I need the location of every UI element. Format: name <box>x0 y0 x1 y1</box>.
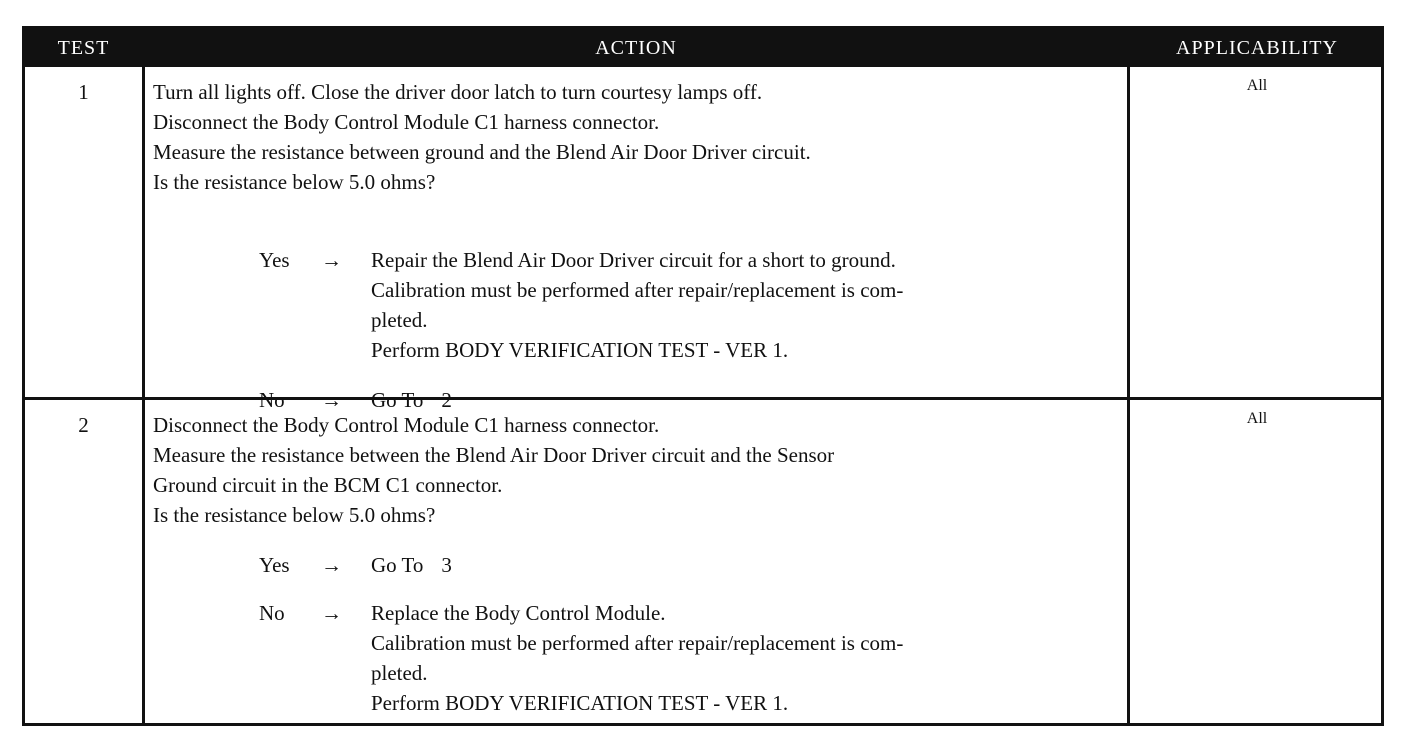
applicability-cell: All <box>1246 410 1268 427</box>
right-arrow-icon: → <box>321 388 342 412</box>
table-header <box>25 29 1381 67</box>
header-action: ACTION <box>595 37 677 59</box>
action-cell <box>153 77 1121 197</box>
applicability-cell: All <box>1246 77 1268 94</box>
no-label: No <box>259 601 285 625</box>
yes-answer <box>259 245 1119 370</box>
no-result <box>371 598 1111 718</box>
result-line: Perform BODY VERIFICATION TEST - VER 1. <box>371 691 789 715</box>
result-line: Repair the Blend Air Door Driver circuit for a short to ground. <box>371 248 896 272</box>
no-label: No <box>259 388 285 412</box>
action-line: Measure the resistance between the Blend Air Door Driver circuit and the Sensor <box>153 443 835 467</box>
table-row <box>25 400 1381 726</box>
right-arrow-icon: → <box>321 601 342 625</box>
result-line: Calibration must be performed after repair/replacement is com- <box>371 631 904 655</box>
action-line: Measure the resistance between ground and the Blend Air Door Driver circuit. <box>153 140 811 164</box>
yes-answer <box>259 550 1119 580</box>
test-number: 1 <box>78 80 89 104</box>
goto-text: Go To <box>371 553 424 577</box>
yes-result <box>371 245 1111 365</box>
table-row <box>25 67 1381 412</box>
action-line: Turn all lights off. Close the driver door latch to turn courtesy lamps off. <box>153 80 763 104</box>
header-test: TEST <box>57 37 110 59</box>
action-line: Is the resistance below 5.0 ohms? <box>153 170 436 194</box>
goto-number: 2 <box>441 388 452 412</box>
result-line: Replace the Body Control Module. <box>371 601 666 625</box>
result-line: Calibration must be performed after repair/replacement is com- <box>371 278 904 302</box>
action-cell <box>153 410 1121 530</box>
goto-text: Go To <box>371 388 424 412</box>
goto-link[interactable] <box>371 550 1111 580</box>
action-line: Is the resistance below 5.0 ohms? <box>153 503 436 527</box>
goto-number: 3 <box>441 553 452 577</box>
action-line: Disconnect the Body Control Module C1 harness connector. <box>153 110 660 134</box>
yes-label: Yes <box>259 553 290 577</box>
result-line: Perform BODY VERIFICATION TEST - VER 1. <box>371 338 789 362</box>
test-number: 2 <box>78 413 89 437</box>
diagnostic-test-table <box>22 26 1384 726</box>
yes-label: Yes <box>259 248 290 272</box>
action-line: Ground circuit in the BCM C1 connector. <box>153 473 503 497</box>
right-arrow-icon: → <box>321 248 342 272</box>
header-applicability: APPLICABILITY <box>1176 37 1338 59</box>
action-line: Disconnect the Body Control Module C1 harness connector. <box>153 413 660 437</box>
no-answer <box>259 598 1119 723</box>
result-line: pleted. <box>371 308 428 332</box>
result-line: pleted. <box>371 661 428 685</box>
right-arrow-icon: → <box>321 553 342 577</box>
